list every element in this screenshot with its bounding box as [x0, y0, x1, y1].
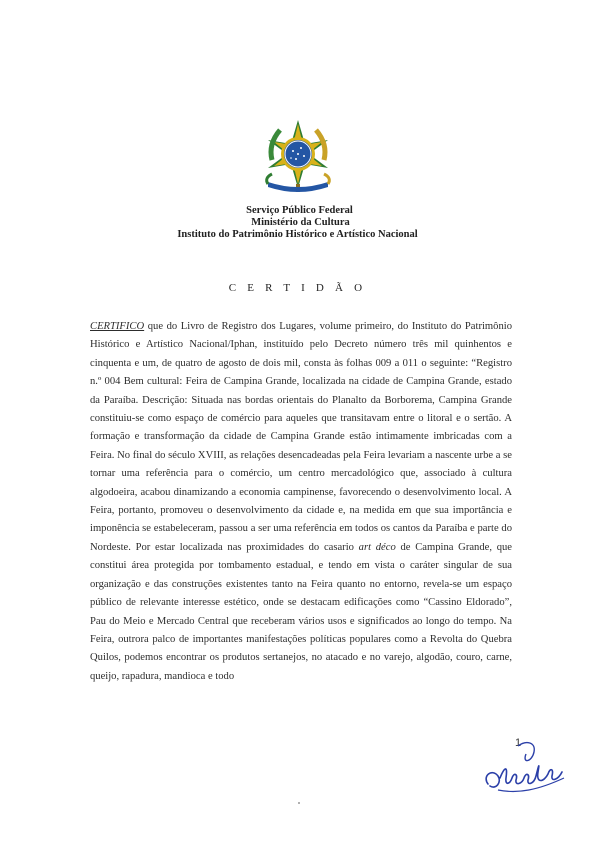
certificate-body [90, 318, 512, 686]
institution-header [0, 205, 595, 241]
signature-icon [478, 738, 578, 800]
header-line-institute: Instituto do Patrimônio Histórico e Artístico Nacional [177, 229, 418, 240]
document-title: C E R T I D Ã O [228, 282, 367, 294]
coat-of-arms-icon [262, 118, 334, 194]
certifico-lead: CERTIFICO [90, 321, 145, 332]
scan-dot [298, 802, 300, 804]
page-number: 1 [515, 737, 522, 749]
art-deco-term: art déco [358, 541, 396, 553]
header-line-service: Serviço Público Federal [246, 205, 353, 216]
certificate-text-part2: de Campina Grande, que constitui área protegida por tombamento estadual, e tendo em vista o caráter singular de sua organização e das construções existentes tanto na Feira quanto no entorno, revela-se um espaço público de relevante interesse estético, onde se destacam edificações como “Cassino Eldorado”, Pau do Meio e Mercado Central que receberam vários usos e significados ao longo do tempo. Na Feira, outrora palco de importantes manifestações políticas populares como a Revolta do Quebra Quilos, podemos encontrar os produtos sertanejos, no atacado e no varejo, algodão, couro, carne, queijo, rapadura, mandioca e todo [90, 541, 513, 682]
certificate-text-part1: que do Livro de Registro dos Lugares, volume primeiro, do Instituto do Patrimônio Histórico e Artístico Nacional/Iphan, instituído pelo Decreto número três mil quinhentos e cinquenta e um, de quatro de agosto de dois mil, consta às folhas 009 a 011 o seguinte: “Registro n.º 004 Bem cultural: Feira de Campina Grande, localizada na cidade de Campina Grande, estado da Paraíba. Descrição: Situada nas bordas orientais do Planalto da Borborema, Campina Grande constituiu-se como espaço de comércio para aqueles que transitavam entre o litoral e o sertão. A formação e transformação da cidade de Campina Grande estão intimamente imbricadas com a Feira. No final do século XVIII, as relações desencadeadas pela Feira levariam a nascente urbe a se tornar uma referência para o comércio, um centro mercadológico que, associado à cultura algodoeira, acabou dinamizando a economia campinense, favorecendo o desenvolvimento local. A Feira, portanto, promoveu o desenvolvimento da cidade e, na medida em que sua importância e imponência se estabeleceram, passou a ser uma referência em todos os cantos da Paraíba e parte do Nordeste. Por estar localizada nas proximidades do casario [90, 321, 512, 553]
certificate-paragraph [90, 318, 512, 686]
header-line-ministry: Ministério da Cultura [251, 217, 350, 228]
